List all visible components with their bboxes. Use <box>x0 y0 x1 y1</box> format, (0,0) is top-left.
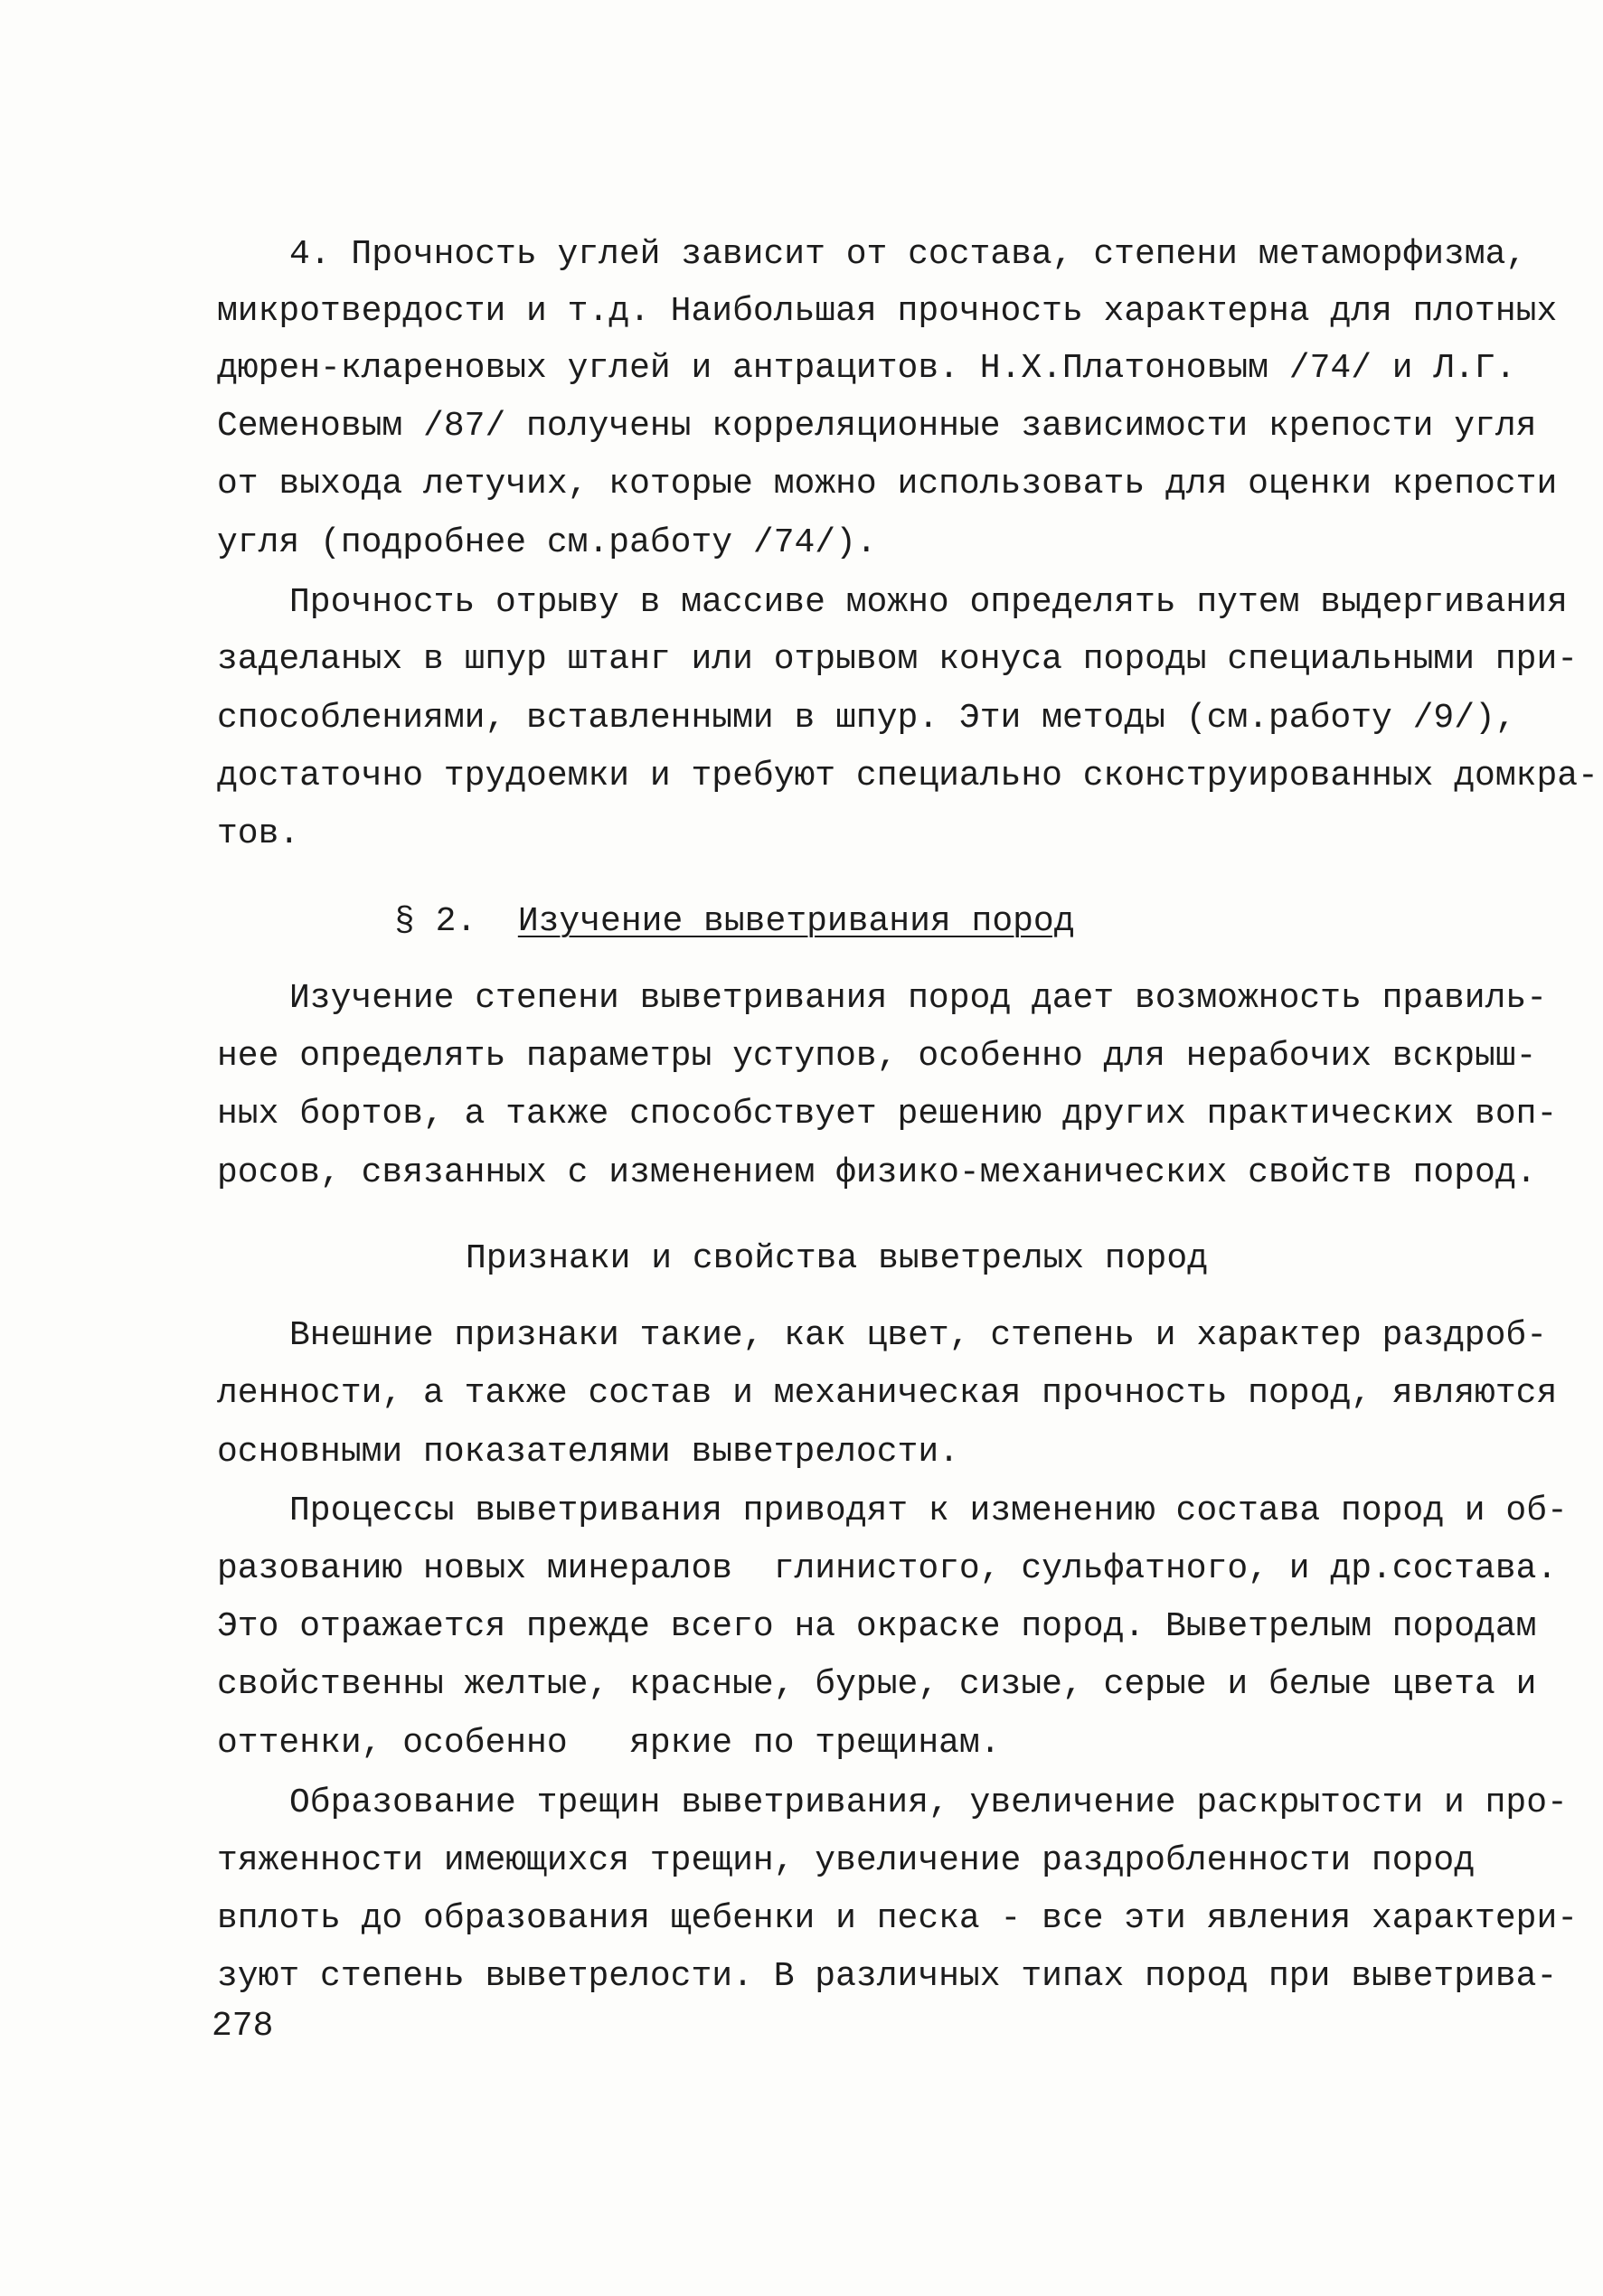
paragraph-1-line: угля (подробнее см.работу /74/). <box>217 523 877 562</box>
paragraph-5-line: свойственны желтые, красные, бурые, сизые, серые и белые цвета и <box>217 1665 1537 1704</box>
paragraph-6-line: тяженности имеющихся трещин, увеличение раздробленности пород <box>217 1841 1476 1880</box>
paragraph-4-line: Внешние признаки такие, как цвет, степень и характер раздроб- <box>289 1316 1548 1355</box>
paragraph-3-line: Изучение степени выветривания пород дает возможность правиль- <box>289 979 1548 1018</box>
paragraph-2-line: Прочность отрыву в массиве можно определять путем выдергивания <box>289 583 1568 622</box>
paragraph-5-line: разованию новых минералов глинистого, сульфатного, и др.состава. <box>217 1549 1558 1588</box>
paragraph-6-line: вплоть до образования щебенки и песка - все эти явления характери- <box>217 1899 1579 1938</box>
paragraph-5-line: Процессы выветривания приводят к изменению состава пород и об- <box>289 1491 1568 1530</box>
paragraph-2-line: способлениями, вставленными в шпур. Эти методы (см.работу /9/), <box>217 699 1516 738</box>
paragraph-4-line: ленности, а также состав и механическая прочность пород, являются <box>217 1374 1558 1413</box>
paragraph-3-line: росов, связанных с изменением физико-механических свойств пород. <box>217 1153 1537 1192</box>
page-number: 278 <box>212 2007 274 2046</box>
section-heading <box>394 900 1075 944</box>
paragraph-1-line: микротвердости и т.д. Наибольшая прочность характерна для плотных <box>217 292 1558 331</box>
paragraph-4-line: основными показателями выветрелости. <box>217 1433 959 1472</box>
paragraph-3-line: нее определять параметры уступов, особенно для нерабочих вскрыш- <box>217 1037 1537 1076</box>
paragraph-5-line: оттенки, особенно яркие по трещинам. <box>217 1724 1001 1763</box>
paragraph-2-line: достаточно трудоемки и требуют специально сконструированных домкра- <box>217 757 1598 795</box>
paragraph-1-line: Семеновым /87/ получены корреляционные зависимости крепости угля <box>217 407 1537 446</box>
paragraph-6-line: Образование трещин выветривания, увеличение раскрытости и про- <box>289 1783 1568 1822</box>
subheading: Признаки и свойства выветрелых пород <box>466 1239 1208 1278</box>
section-number: § 2. <box>394 902 477 941</box>
paragraph-5-line: Это отражается прежде всего на окраске пород. Выветрелым породам <box>217 1607 1537 1646</box>
paragraph-3-line: ных бортов, а также способствует решению других практических воп- <box>217 1095 1558 1134</box>
paragraph-6-line: зуют степень выветрелости. В различных типах пород при выветрива- <box>217 1957 1558 1996</box>
paragraph-2-line: тов. <box>217 814 300 853</box>
paragraph-1-line: 4. Прочность углей зависит от состава, степени метаморфизма, <box>289 235 1527 274</box>
paragraph-1-line: дюрен-клареновых углей и антрацитов. Н.Х.Платоновым /74/ и Л.Г. <box>217 349 1516 388</box>
paragraph-2-line: заделаных в шпур штанг или отрывом конуса породы специальными при- <box>217 640 1579 679</box>
section-title: Изучение выветривания пород <box>517 902 1075 941</box>
paragraph-1-line: от выхода летучих, которые можно использовать для оценки крепости <box>217 465 1558 503</box>
